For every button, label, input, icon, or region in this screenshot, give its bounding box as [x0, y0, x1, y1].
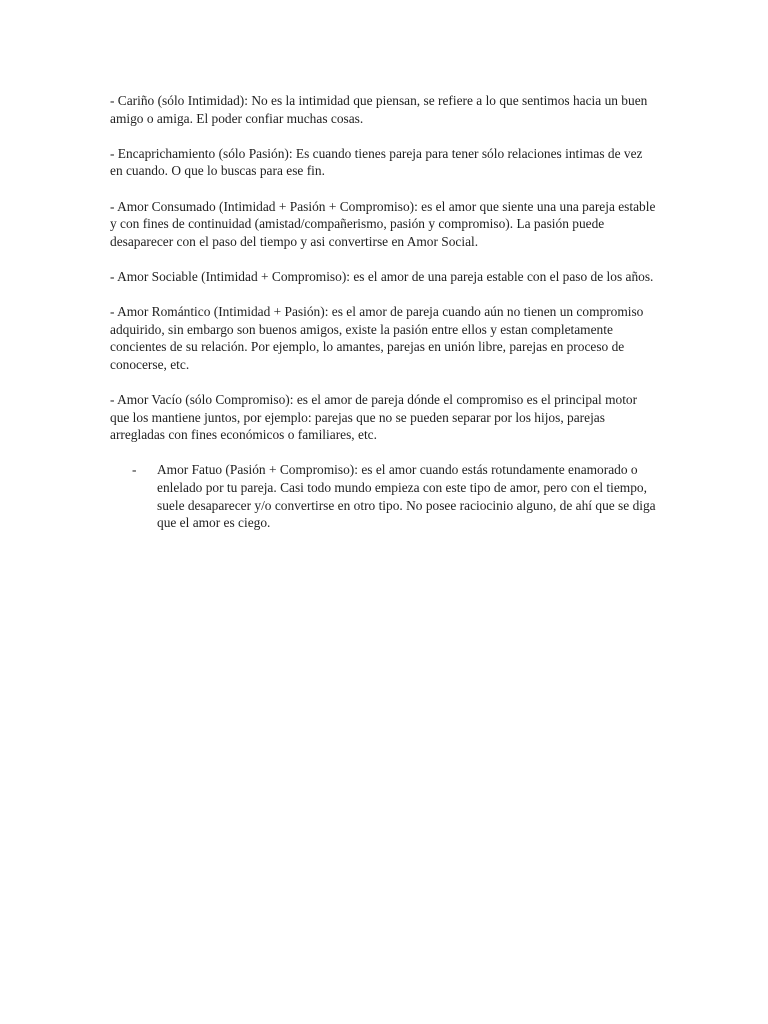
- paragraph-carino: - Cariño (sólo Intimidad): No es la intimidad que piensan, se refiere a lo que sentimos hacia un buen amigo o amiga. El poder confiar muchas cosas.: [110, 93, 648, 126]
- paragraph-amor-vacio: - Amor Vacío (sólo Compromiso): es el amor de pareja dónde el compromiso es el principal motor que los mantiene juntos, por ejemplo: parejas que no se pueden separar por los hijos, parejas arregladas con fines económicos o familiares, etc.: [110, 392, 638, 443]
- bullet-marker: -: [132, 462, 137, 478]
- bullet-list: [110, 461, 658, 531]
- bullet-item-text: Amor Fatuo (Pasión + Compromiso): es el amor cuando estás rotundamente enamorado o enlelado por tu pareja. Casi todo mundo empieza con este tipo de amor, pero con el tiempo, suele desaparecer y/o convertirse en otro tipo. No posee raciocinio alguno, de ahí que se diga que el amor es ciego.: [157, 462, 656, 531]
- paragraph-encaprichamiento: - Encaprichamiento (sólo Pasión): Es cuando tienes pareja para tener sólo relaciones intimas de vez en cuando. O que lo buscas para ese fin.: [110, 145, 643, 179]
- document-body: [110, 92, 658, 532]
- paragraph-amor-consumado: - Amor Consumado (Intimidad + Pasión + Compromiso): es el amor que siente una una pareja estable y con fines de continuidad (amistad/compañerismo, pasión y compromiso). La pasión puede desaparecer con el paso del tiempo y asi convertirse en Amor Social.: [110, 198, 656, 249]
- paragraph-amor-romantico: - Amor Romántico (Intimidad + Pasión): es el amor de pareja cuando aún no tienen un compromiso adquirido, sin embargo son buenos amigos, existe la pasión entre ellos y estan completamente concientes de su relación. Por ejemplo, lo amantes, parejas en unión libre, parejas en proceso de conocerse, etc.: [110, 304, 644, 372]
- paragraph-amor-sociable: - Amor Sociable (Intimidad + Compromiso): es el amor de una pareja estable con el paso de los años.: [110, 268, 654, 284]
- bullet-item-amor-fatuo: [110, 461, 658, 531]
